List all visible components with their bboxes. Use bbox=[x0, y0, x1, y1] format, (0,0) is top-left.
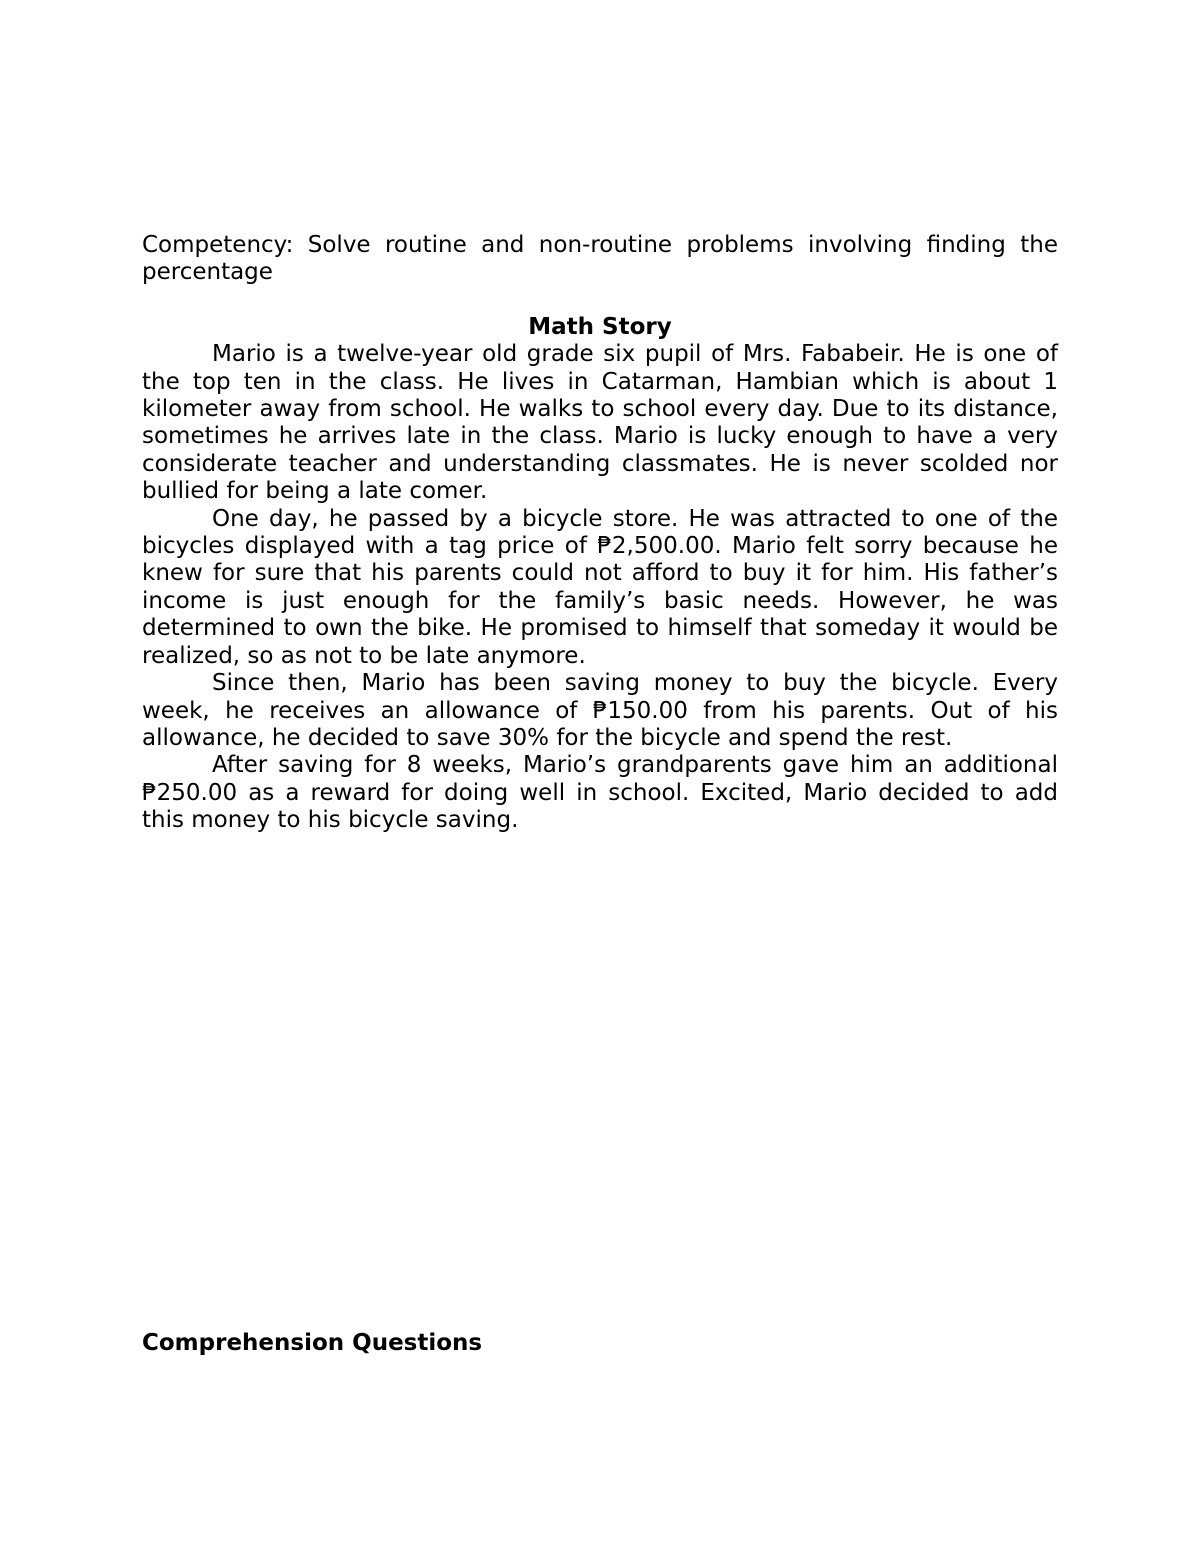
comprehension-heading: Comprehension Questions bbox=[142, 1330, 483, 1356]
story-paragraph: Since then, Mario has been saving money to buy the bicycle. Every week, he receives an allowance of ₱150.00 from his parents. Out of his allowance, he decided to save 30% for the bicycle and spend the rest. bbox=[142, 670, 1058, 751]
story-title: Math Story bbox=[528, 313, 672, 340]
competency-statement: Competency: Solve routine and non-routine problems involving finding the percentage bbox=[142, 232, 1058, 286]
document-body bbox=[142, 232, 1058, 835]
story-paragraph: Mario is a twelve-year old grade six pupil of Mrs. Fababeir. He is one of the top ten in the class. He lives in Catarman, Hambian which is about 1 kilometer away from school. He walks to school every day. Due to its distance, sometimes he arrives late in the class. Mario is lucky enough to have a very considerate teacher and understanding classmates. He is never scolded nor bullied for being a late comer. bbox=[142, 341, 1058, 505]
story-paragraph: After saving for 8 weeks, Mario’s grandparents gave him an additional ₱250.00 as a reward for doing well in school. Excited, Mario decided to add this money to his bicycle saving. bbox=[142, 752, 1058, 834]
story-paragraph: One day, he passed by a bicycle store. He was attracted to one of the bicycles displayed with a tag price of ₱2,500.00. Mario felt sorry because he knew for sure that his parents could not afford to buy it for him. His father’s income is just enough for the family’s basic needs. However, he was determined to own the bike. He promised to himself that someday it would be realized, so as not to be late anymore. bbox=[142, 505, 1058, 669]
